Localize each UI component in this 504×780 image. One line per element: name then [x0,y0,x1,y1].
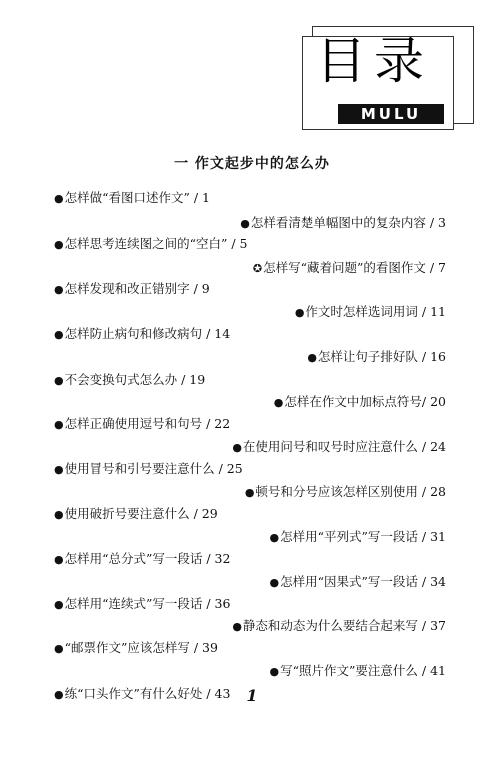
bullet-icon: ● [54,418,64,431]
toc-entry[interactable] [54,372,205,389]
toc-entry-text: 怎样用“平列式”写一段话 / 31 [280,529,446,544]
toc-entry-text: 怎样防止病句和修改病句 / 14 [64,326,231,341]
toc-entry[interactable] [54,640,218,657]
bullet-icon: ● [273,396,284,409]
toc-entry-text: 怎样让句子排好队 / 16 [317,349,446,364]
toc-entry-text: 怎样发现和改正错别字 / 9 [64,281,210,296]
toc-entry-text: 使用冒号和引号要注意什么 / 25 [64,461,243,476]
bullet-icon: ● [269,665,280,678]
toc-entry-text: 顿号和分号应该怎样区别使用 / 28 [255,484,446,499]
bullet-icon: ● [54,598,64,611]
toc-entry[interactable] [240,215,446,232]
toc-entry[interactable] [54,326,230,343]
toc-entry-text: 怎样看清楚单幅图中的复杂内容 / 3 [250,215,446,230]
page-title: 目录 [316,32,432,90]
bullet-icon: ● [54,238,64,251]
page-title-pinyin: MULU [338,104,444,124]
toc-entry-text: 怎样做“看图口述作文” / 1 [64,190,211,205]
bullet-icon: ● [232,620,242,633]
toc-entry[interactable] [54,506,218,523]
toc-entry[interactable] [54,551,230,568]
bullet-icon: ● [54,463,64,476]
toc-entry[interactable] [274,394,446,411]
toc-entry-text: 写“照片作文”要注意什么 / 41 [280,663,446,678]
toc-entry-text: 怎样用“总分式”写一段话 / 32 [64,551,231,566]
bullet-icon: ● [269,576,280,589]
page-number: 1 [246,686,258,705]
bullet-icon: ● [54,688,64,701]
toc-entry[interactable] [307,349,446,366]
bullet-icon: ● [54,192,64,205]
toc-entry-text: 怎样用“因果式”写一段话 / 34 [280,574,446,589]
toc-entry[interactable] [54,596,230,613]
bullet-icon: ● [54,553,64,566]
toc-entry-text: 静态和动态为什么要结合起来写 / 37 [242,618,446,633]
section-heading: 一 作文起步中的怎么办 [174,156,330,172]
toc-entry-text: 不会变换句式怎么办 / 19 [64,372,206,387]
bullet-icon: ● [54,642,64,655]
toc-entry-text: “邮票作文”应该怎样写 / 39 [64,640,218,655]
toc-entry-text: 作文时怎样选词用词 / 11 [305,304,446,319]
bullet-icon: ● [54,283,64,296]
toc-entry[interactable] [54,236,248,253]
toc-entry[interactable] [295,304,446,321]
bullet-icon: ● [54,508,64,521]
bullet-icon: ● [232,441,242,454]
toc-entry[interactable] [54,461,243,478]
bullet-icon: ● [244,486,255,499]
toc-entry-text: 练“口头作文”有什么好处 / 43 [64,686,231,701]
toc-entry[interactable] [245,484,446,501]
toc-entry-text: 怎样正确使用逗号和句号 / 22 [64,416,231,431]
toc-entry[interactable] [270,663,446,680]
header-badge [302,22,482,132]
toc-entry[interactable] [253,260,446,277]
bullet-icon: ● [240,217,250,230]
toc-entry-text: 怎样写“藏着问题”的看图作文 / 7 [263,260,446,275]
toc-entry-text: 在使用问号和叹号时应注意什么 / 24 [242,439,446,454]
bullet-icon: ● [54,328,64,341]
toc-entry[interactable] [232,618,446,635]
bullet-icon: ✪ [252,262,263,275]
toc-entry[interactable] [54,416,230,433]
bullet-icon: ● [294,306,305,319]
toc-entry[interactable] [54,190,210,207]
bullet-icon: ● [269,531,280,544]
toc-entry-text: 使用破折号要注意什么 / 29 [64,506,218,521]
bullet-icon: ● [307,351,317,364]
toc-entry[interactable] [232,439,446,456]
toc-entry-text: 怎样思考连续图之间的“空白” / 5 [64,236,248,251]
bullet-icon: ● [54,374,64,387]
toc-entry[interactable] [270,529,446,546]
toc-entry-text: 怎样在作文中加标点符号/ 20 [284,394,446,409]
toc-entry[interactable] [270,574,446,591]
toc-entry-text: 怎样用“连续式”写一段话 / 36 [64,596,231,611]
toc-entry[interactable] [54,281,210,298]
